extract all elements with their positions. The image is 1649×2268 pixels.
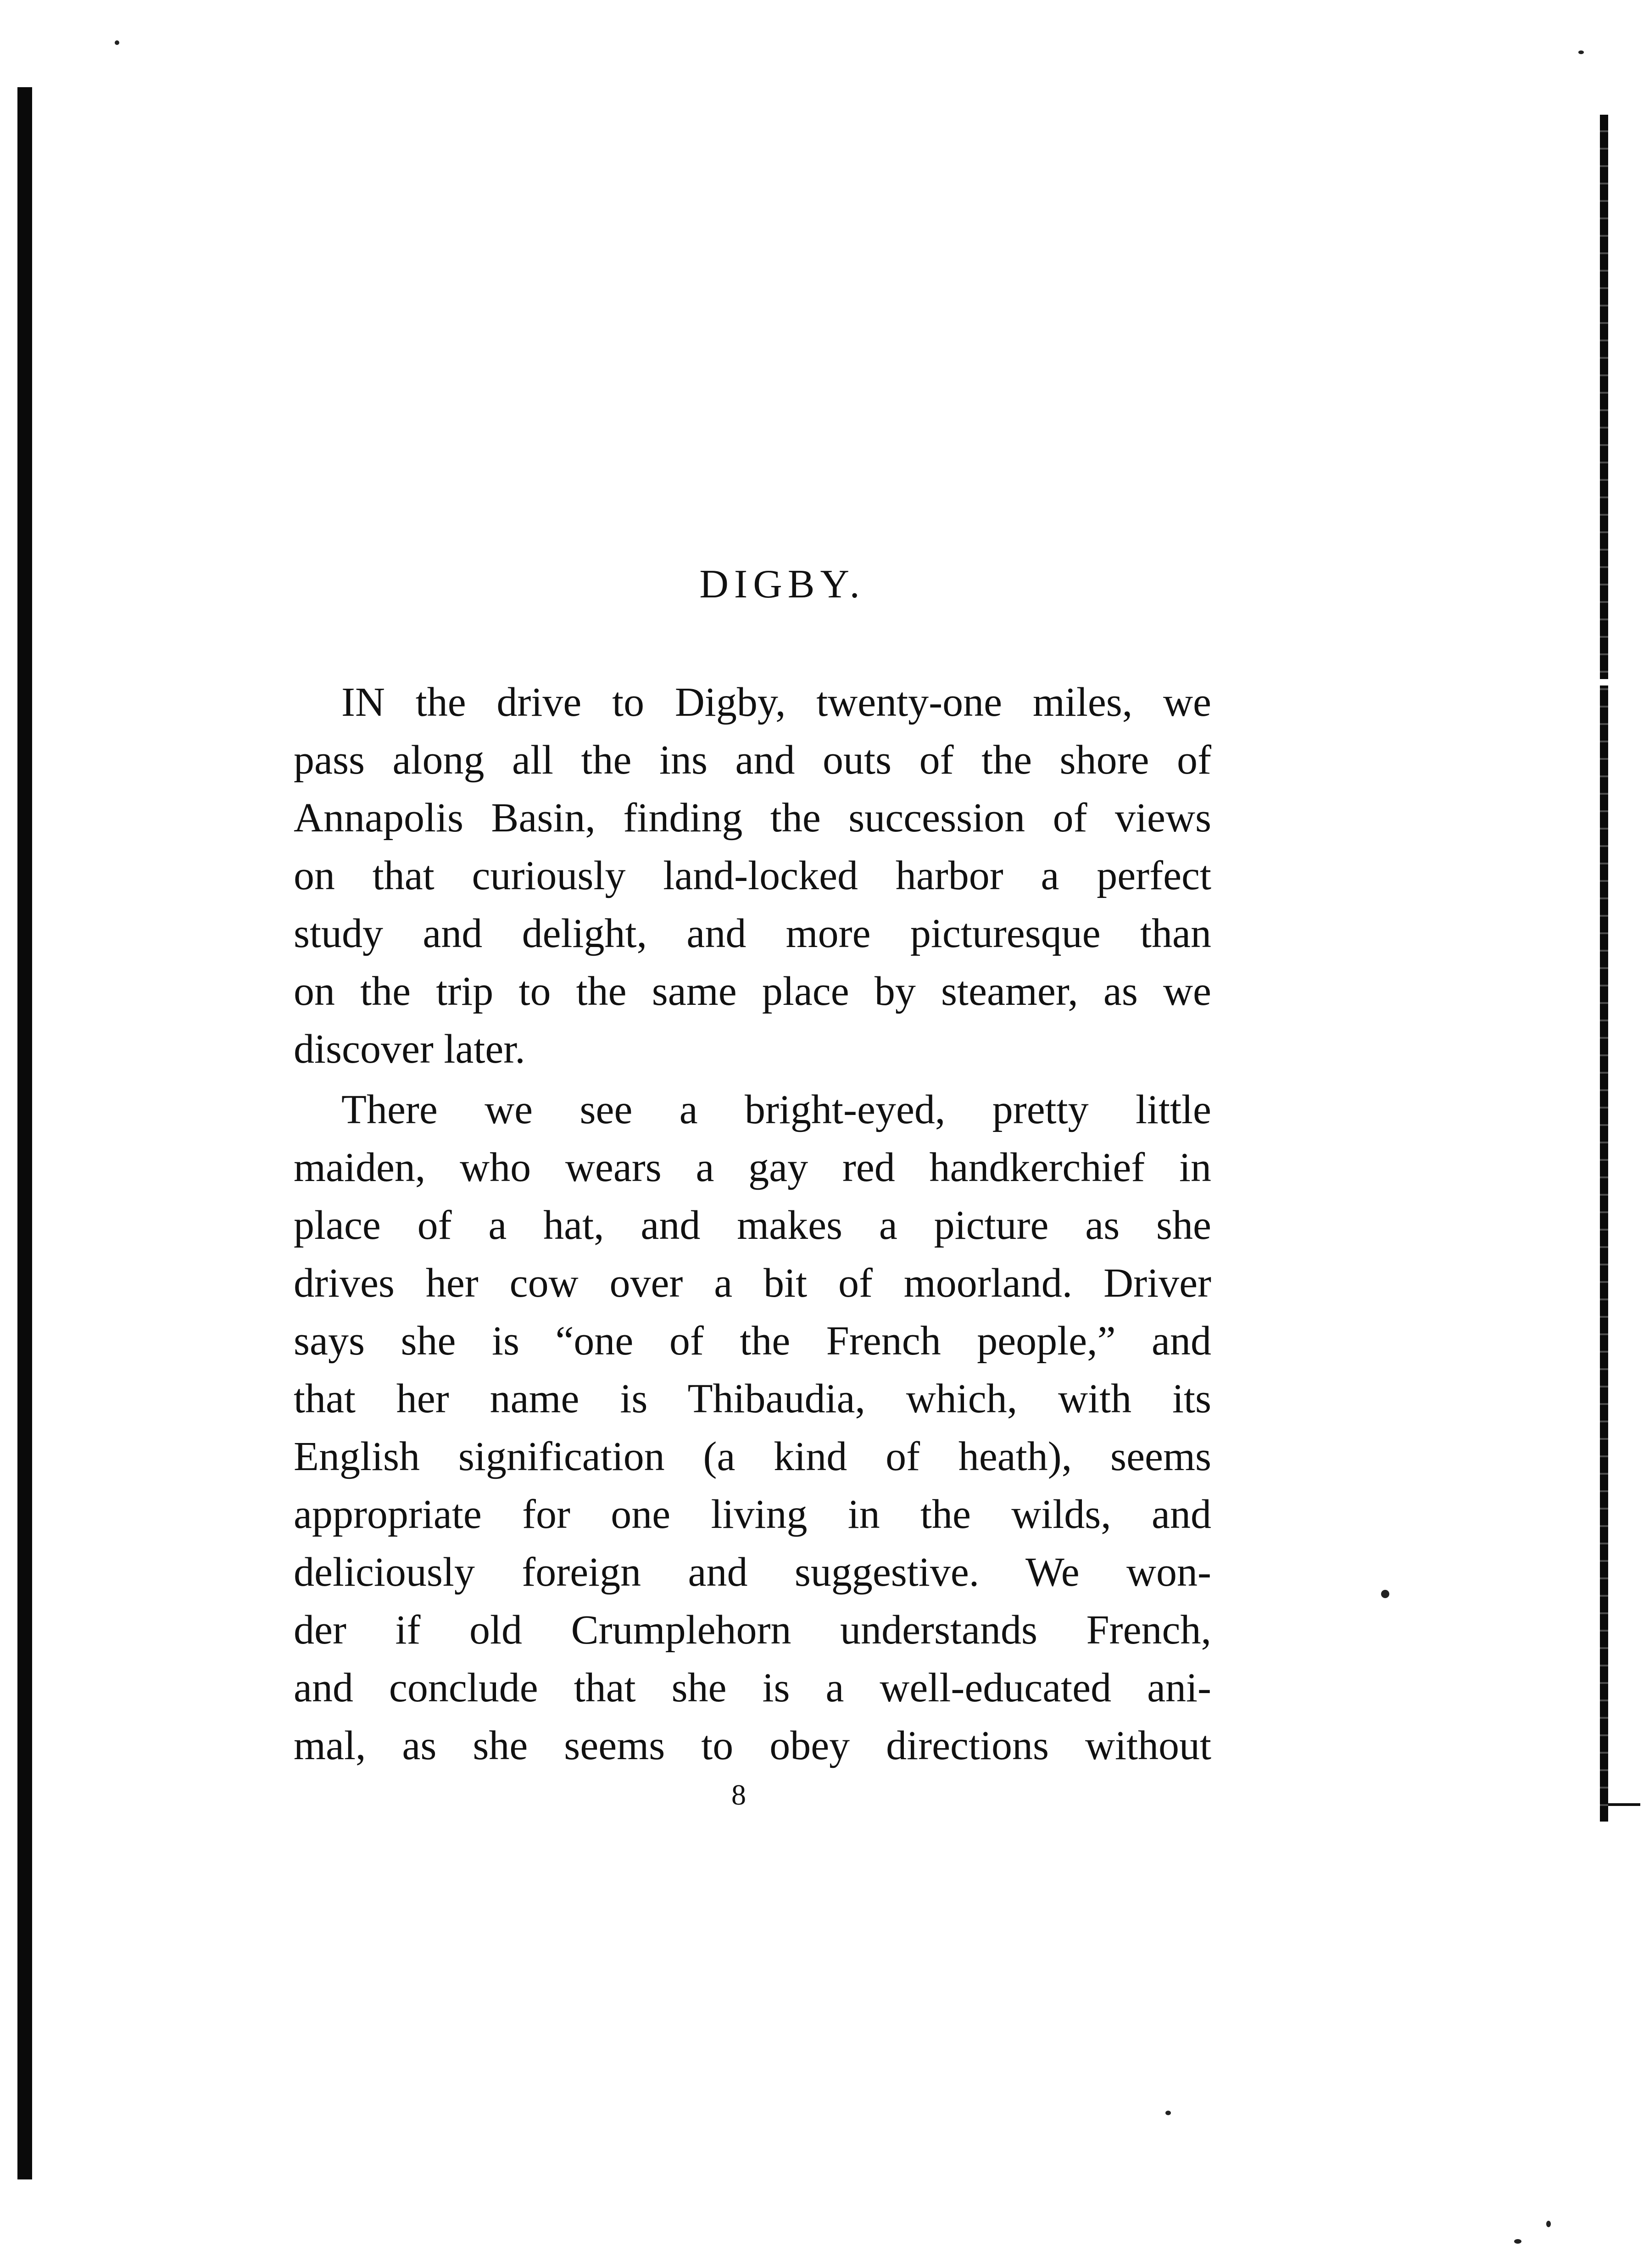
text-line: maiden, who wears a gay red handkerchief in bbox=[294, 1145, 1211, 1190]
text-line: pass along all the ins and outs of the shore of bbox=[294, 737, 1211, 783]
text-line: on that curiously land-locked harbor a perfect bbox=[294, 853, 1211, 898]
text-line: says she is “one of the French people,” and bbox=[294, 1318, 1211, 1364]
scan-speck bbox=[1514, 2239, 1521, 2244]
text-line: on the trip to the same place by steamer, as we bbox=[294, 969, 1211, 1014]
text-line: There we see a bright-eyed, pretty little bbox=[341, 1087, 1211, 1132]
page-number: 8 bbox=[731, 1778, 746, 1811]
text-line: discover later. bbox=[294, 1026, 525, 1072]
text-line: place of a hat, and makes a picture as she bbox=[294, 1203, 1211, 1248]
text-line: study and delight, and more picturesque than bbox=[294, 911, 1211, 956]
text-line bbox=[294, 1775, 1211, 1833]
scan-speck bbox=[1546, 2221, 1551, 2227]
text-line: appropriate for one living in the wilds, and bbox=[294, 1492, 1211, 1537]
text-line: deliciously foreign and suggestive. We won- bbox=[294, 1549, 1211, 1595]
paragraph-1 bbox=[294, 674, 1211, 1078]
text-line: der if old Crumplehorn understands French, bbox=[294, 1607, 1211, 1653]
right-margin-scan-gap bbox=[1597, 679, 1611, 685]
text-line: and conclude that she is a well-educated ani- bbox=[294, 1665, 1211, 1711]
right-margin-scan-tick bbox=[1608, 1803, 1640, 1806]
page-content bbox=[294, 564, 1211, 1833]
scan-speck bbox=[1381, 1590, 1389, 1598]
text-line: Annapolis Basin, finding the succession of views bbox=[294, 795, 1211, 841]
right-margin-scan-edge bbox=[1600, 115, 1608, 1822]
scan-speck bbox=[115, 40, 119, 45]
scan-speck bbox=[1578, 50, 1584, 54]
text-line: IN the drive to Digby, twenty-one miles, we bbox=[341, 680, 1211, 725]
text-line: English signification (a kind of heath), seems bbox=[294, 1434, 1211, 1479]
text-line: mal, as she seems to obey directions without bbox=[294, 1723, 1211, 1768]
text-line: that her name is Thibaudia, which, with its bbox=[294, 1376, 1211, 1421]
text-line: drives her cow over a bit of moorland. Driver bbox=[294, 1260, 1211, 1306]
chapter-heading: DIGBY. bbox=[699, 562, 865, 607]
left-margin-scan-edge bbox=[17, 87, 32, 2179]
paragraph-2 bbox=[294, 1081, 1211, 1833]
scan-speck bbox=[1165, 2111, 1171, 2115]
